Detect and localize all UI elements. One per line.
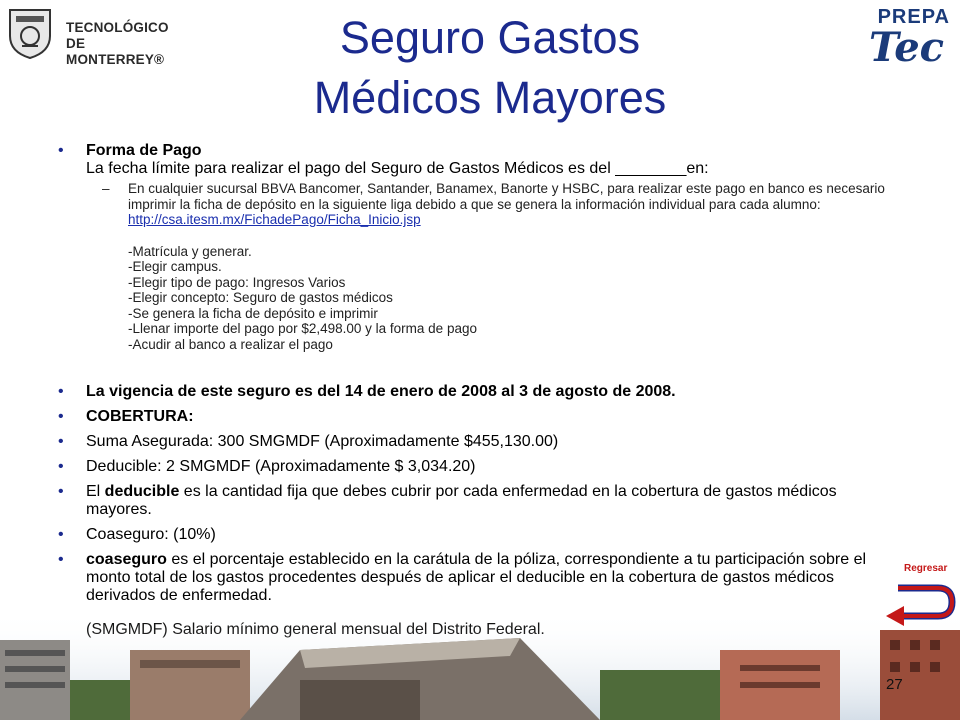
crest-icon [6, 6, 54, 60]
step-item: -Se genera la ficha de depósito e imprimir [128, 305, 378, 321]
bullet-suma: • Suma Asegurada: 300 SMGMDF (Aproximadamente $455,130.00) [58, 433, 898, 451]
forma-pago-sub-text: En cualquier sucursal BBVA Bancomer, Santander, Banamex, Banorte y HSBC, para realizar este pago en banco es necesario imprimir la ficha de depósito en la siguiente liga debido a que se genera la información individual para cada alumno: [128, 181, 885, 212]
step-item: -Llenar importe del pago por $2,498.00 y la forma de pago [128, 321, 477, 336]
tec-logo-line1: TECNOLÓGICO [66, 20, 169, 35]
page-number: 27 [886, 676, 903, 693]
prepatec-logo [854, 4, 954, 74]
bullet-cobertura [58, 408, 898, 426]
campus-photo [0, 610, 960, 720]
tec-logo-line2: DE MONTERREY® [66, 36, 165, 67]
coaseguro-def-post: es el porcentaje establecido en la carátula de la póliza, correspondiente a tu participación sobre el monto total de los gastos procedentes después de aplicar el deducible en la cobertura de gastos médicos derivados de enfermedad. [86, 551, 867, 604]
slide-content [58, 142, 898, 639]
title-line1: Seguro Gastos [339, 12, 641, 63]
step-item: -Acudir al banco a realizar el pago [128, 336, 333, 352]
vigencia-text: La vigencia de este seguro es del 14 de enero de 2008 al 3 de agosto de 2008. [86, 383, 676, 400]
cobertura-text: COBERTURA: [86, 408, 194, 425]
regresar-label[interactable]: Regresar [904, 563, 948, 574]
step-item: -Elegir campus. [128, 259, 222, 274]
deducible-def-pre: El [86, 483, 105, 500]
deducible-term: deducible [104, 483, 180, 500]
coaseguro-term: coaseguro [86, 551, 167, 568]
slide-title [240, 8, 740, 128]
steps-list [128, 244, 898, 353]
bullet-forma-pago [58, 142, 898, 352]
bullet-coaseguro-def [58, 551, 898, 605]
forma-pago-text: La fecha límite para realizar el pago del Seguro de Gastos Médicos es del ________en: [86, 160, 709, 177]
forma-pago-heading: Forma de Pago [86, 142, 202, 159]
title-line2: Médicos Mayores [313, 72, 667, 123]
tec-logo [6, 6, 186, 67]
back-arrow-icon[interactable] [882, 580, 956, 626]
prepa-logo-line2: Tec [869, 24, 944, 71]
step-item: -Elegir concepto: Seguro de gastos médicos [128, 290, 393, 305]
bullet-deducible: • Deducible: 2 SMGMDF (Aproximadamente $ 3,034.20) [58, 458, 898, 476]
ficha-pago-link[interactable]: http://csa.itesm.mx/FichadePago/Ficha_Inicio.jsp [128, 212, 421, 227]
forma-pago-sub: – En cualquier sucursal BBVA Bancomer, Santander, Banamex, Banorte y HSBC, para realizar este pago en banco es necesario imprimir la ficha de depósito en la siguiente liga debido a que se genera la información individual para cada alumno: http://csa.itesm.mx/FichadePago/Ficha_Inicio.jsp -Matrícula y generar. -Elegir campus. -Elegir tipo de pago: Ingresos Varios -Elegir concepto: Seguro de gastos médicos -Se genera la ficha de depósito e imprimir -Llenar importe del pago por $2,498.00 y la forma de pago -Acudir al banco a realizar el pago [58, 181, 898, 352]
prepa-logo-line1: PREPA [877, 6, 950, 28]
step-item: -Matrícula y generar. [128, 243, 252, 259]
bullet-coaseguro: • Coaseguro: (10%) [58, 526, 898, 544]
bullet-vigencia [58, 383, 898, 401]
bullet-deducible-def [58, 483, 898, 519]
deducible-def-post: es la cantidad fija que debes cubrir por cada enfermedad en la cobertura de gastos médicos mayores. [86, 483, 837, 518]
step-item: -Elegir tipo de pago: Ingresos Varios [128, 274, 346, 290]
